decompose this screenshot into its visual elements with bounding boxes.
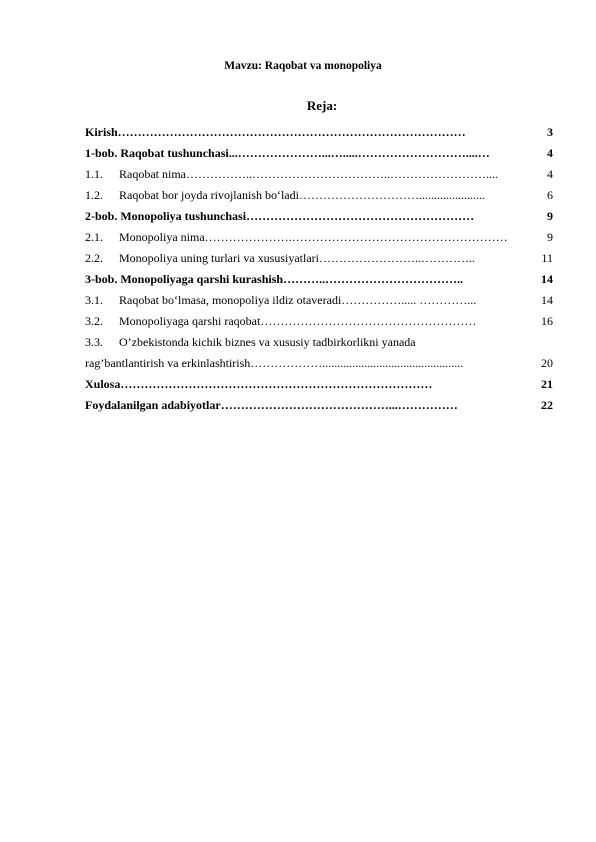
toc-dots: ……………………………………………………………………………: [117, 125, 466, 139]
toc-title-line-2: rag’bantlantirish va erkinlashtirish: [85, 356, 251, 370]
toc-section-number: 2.2.: [85, 251, 103, 265]
toc-dots: …………………………………………………: [246, 209, 475, 223]
toc-title: Raqobat bor joyda rivojlanish bo‘ladi: [119, 188, 299, 202]
toc-section-number: 2.1.: [85, 230, 103, 244]
toc-page-number: 20: [541, 356, 553, 370]
toc-title: Raqobat bo‘lmasa, monopoliya ildiz otaveradi: [119, 293, 342, 307]
toc-section-number: 3.1.: [85, 293, 103, 307]
toc-page-number: 4: [547, 167, 553, 181]
toc-page-number: 22: [541, 398, 553, 412]
toc-entry-chapter-1: [85, 143, 553, 164]
toc-entry-xulosa: [85, 374, 553, 395]
toc-dots: ………………...............................................: [250, 356, 464, 370]
toc-entry-section-1-2: [85, 185, 553, 206]
toc-entry-references: [85, 395, 553, 416]
toc-section-number: 3.3.: [85, 335, 103, 349]
toc-page-number: 16: [541, 314, 553, 328]
toc-page-number: 4: [547, 146, 553, 160]
toc-dots: …………………………......................: [298, 188, 485, 202]
toc-entry-section-2-2: [85, 248, 553, 269]
toc-section-number: 3.2.: [85, 314, 103, 328]
toc-entry-chapter-2: [85, 206, 553, 227]
toc-entry-section-3-1: [85, 290, 553, 311]
toc-entry-chapter-3: [85, 269, 553, 290]
toc-dots: ……………………………………...……………: [220, 398, 458, 412]
toc-page-number: 9: [547, 230, 553, 244]
toc-title: Foydalanilgan adabiyotlar: [85, 398, 221, 412]
toc-dots: ……………..... …………...: [341, 293, 477, 307]
toc-dots: ...…………………...….....………………………....…: [228, 146, 490, 160]
toc-title: 1-bob. Raqobat tushunchasi: [85, 146, 229, 160]
toc-title: 2-bob. Monopoliya tushunchasi: [85, 209, 247, 223]
plan-heading: Reja:: [306, 98, 338, 113]
toc-dots: ………..……………………………..: [283, 272, 464, 286]
toc-section-number: 1.1.: [85, 167, 103, 181]
toc-dots: ……………………..…………..: [318, 251, 475, 265]
toc-title: Xulosa: [85, 377, 121, 391]
toc-title: Monopoliyaga qarshi raqobat: [119, 314, 261, 328]
table-of-contents: [85, 122, 553, 416]
toc-page-number: 11: [541, 251, 553, 265]
document-topic: Mavzu: Raqobat va monopoliya: [224, 60, 382, 72]
toc-page-number: 9: [547, 209, 553, 223]
toc-entry-section-3-2: [85, 311, 553, 332]
toc-page-number: 14: [541, 293, 553, 307]
toc-entry-section-2-1: [85, 227, 553, 248]
toc-dots: ……………………………………………………………………: [120, 377, 433, 391]
toc-page-number: 14: [541, 272, 553, 286]
toc-title: Monopoliya uning turlari va xususiyatlari: [119, 251, 319, 265]
toc-entry-section-3-3-continued: [85, 353, 553, 374]
toc-title: Monopoliya nima: [119, 230, 205, 244]
toc-section-number: 1.2.: [85, 188, 103, 202]
toc-title: Raqobat nima: [119, 167, 186, 181]
toc-title: 3-bob. Monopoliyaga qarshi kurashish: [85, 272, 284, 286]
toc-entry-kirish: [85, 122, 553, 143]
toc-dots: ………………….………………………………………………: [204, 230, 508, 244]
toc-dots: ………………………………………………: [260, 314, 477, 328]
toc-dots: ……………..……………………………..……………………....: [185, 167, 498, 181]
toc-page-number: 6: [547, 188, 553, 202]
toc-title: Kirish: [85, 125, 118, 139]
toc-title-line-1: O’zbekistonda kichik biznes va xususiy tadbirkorlikni yanada: [119, 335, 416, 349]
toc-page-number: 21: [541, 377, 553, 391]
toc-entry-section-3-3: [85, 332, 553, 353]
toc-entry-section-1-1: [85, 164, 553, 185]
toc-page-number: 3: [547, 125, 553, 139]
